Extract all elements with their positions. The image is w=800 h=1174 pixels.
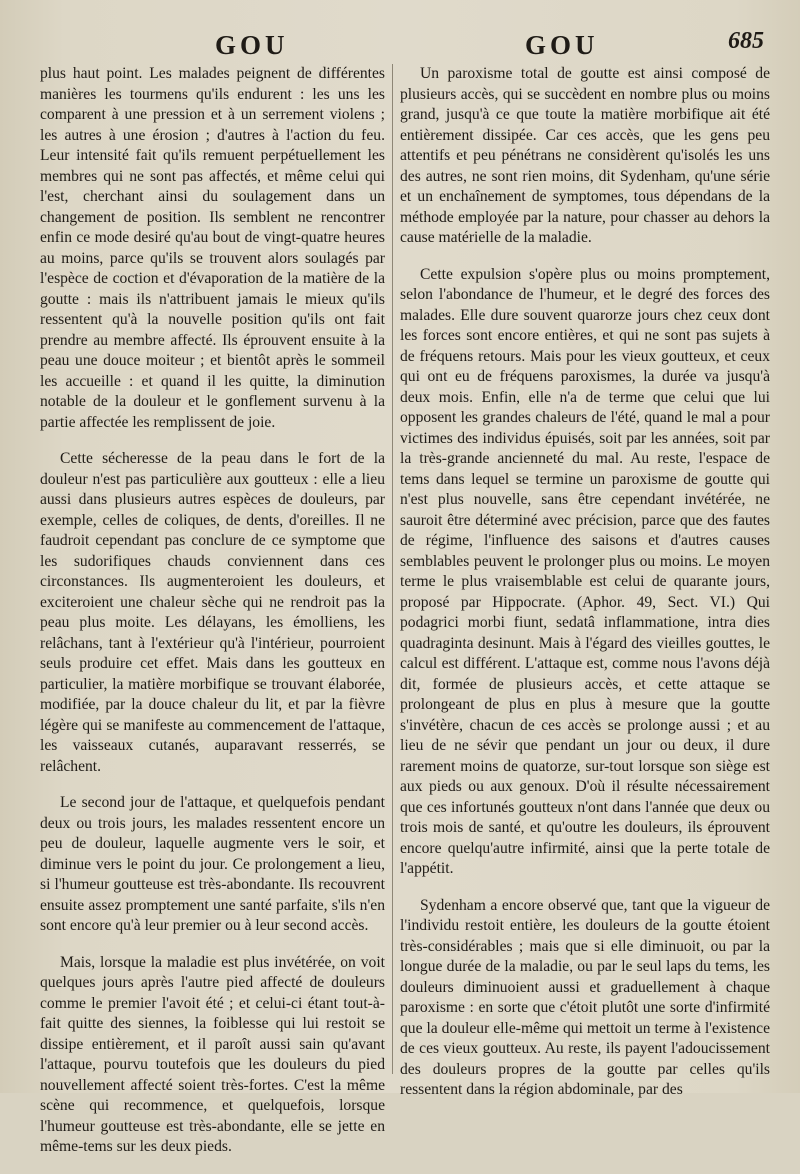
header-left-word: GOU (215, 30, 289, 60)
left-paragraph-2: Cette sécheresse de la peau dans le fort de la douleur n'est pas particulière aux goutteux : elle a lieu aussi dans plusieurs autres espèces de douleurs, par exemple, celles de coliques, de dents, d'oreilles. Il ne faudroit cependant pas conclure de ce symptome que les sudorifiques chauds conviennent dans ces circonstances. Ils augmenteroient les douleurs, et exciteroient une chaleur sèche qui ne rendroit pas la peau plus moite. Les délayans, les émolliens, les relâchans, tant à l'extérieur qu'à l'intérieur, pourroient seuls produire cet effet. Mais dans les goutteux en particulier, la matière morbifique se trouvant élaborée, modifiée, par la douce chaleur du lit, et par la fièvre légère qui se manifeste au commencement de l'attaque, les vaisseaux cutanés, auparavant resserrés, se relâchent. (40, 450, 385, 775)
right-paragraph-1: Un paroxisme total de goutte est ainsi composé de plusieurs accès, qui se succèdent en nombre plus ou moins grand, jusqu'à ce que toute la matière morbifique ait été entièrement dissipée. Car ces accès, que les gens peu attentifs et peu pénétrans ne considèrent qu'isolés les uns des autres, ne sont rien moins, dit Sydenham, qu'une série et un enchaînement de symptomes, tous dépendans de la méthode employée par la nature, pour chasser au dehors la cause matérielle de la maladie. (400, 65, 770, 246)
right-column (400, 64, 770, 1117)
header-right-word: GOU (525, 30, 599, 60)
left-paragraph-4: Mais, lorsque la maladie est plus invétérée, on voit quelques jours après l'autre pied affecté de douleurs comme le premier l'avoit été ; et celui-ci étant tout-à-fait quitte des siennes, la foiblesse qui lui restoit se dissipe entièrement, et il paroît aussi sain qu'avant l'attaque, pourvu toutefois que les douleurs du pied nouvellement affecté soient très-fortes. C'est la même scène qui recommence, et quelquefois, lorsque l'humeur goutteuse est très-abondante, elle se jette en même-tems sur les deux pieds. (40, 953, 385, 1155)
running-header (0, 28, 800, 62)
column-divider (392, 64, 393, 1074)
right-paragraph-2: Cette expulsion s'opère plus ou moins promptement, selon l'abondance de l'humeur, et le degré des forces des malades. Elle dure souvent quarorze jours chez ceux dont les forces sont encore entières, et qui ne sont pas sujets à de fréquens retours. Mais pour les vieux goutteux, et ceux qui ont eu de fréquens paroxismes, la durée va jusqu'à deux mois. Enfin, elle n'a de terme que celui que lui opposent les grandes chaleurs de l'été, quand le mal a pour victimes des individus épuisés, soit par les années, soit par la très-grande ancienneté du mal. Au reste, l'espace de tems dans lequel se termine un paroxisme de goutte qui n'est plus nouvelle, sans être cependant invétérée, ne sauroit être déterminé avec précision, parce que des fautes de régime, l'influence des saisons et d'autres causes semblables peuvent le prolonger plus ou moins. Le moyen terme le plus vraisemblable est celui de quarante jours, proposé par Hippocrate. (Aphor. 49, Sect. VI.) Qui podagrici morbi fiunt, sedatâ inflammatione, intra dies quadraginta desinunt. Mais à l'égard des vieilles gouttes, le calcul est différent. L'attaque est, comme nous l'avons déjà dit, formée de plusieurs accès, et cette attaque se prolongeant de plus en plus à mesure que la goutte s'invétère, chacun de ces accès se prolonge aussi ; et au lieu de ne sévir que pendant un jour ou deux, il dure rarement moins de quatorze, sur-tout lorsque son siège est aux pieds ou aux genoux. D'où il résulte nécessairement que ces infortunés goutteux n'ont dans l'année que deux ou trois mois de santé, et qu'outre les douleurs, ils éprouvent encore quelqu'autre infirmité, ainsi que la perte totale de l'appétit. (400, 265, 770, 877)
left-paragraph-3: Le second jour de l'attaque, et quelquefois pendant deux ou trois jours, les malades ressentent encore un peu de douleur, laquelle augmente vers le soir, et diminue vers le point du jour. Ce prolongement a lieu, si l'humeur goutteuse est très-abondante. Ils recouvrent ensuite assez promptement une santé parfaite, s'ils n'en sont encore qu'à leur premier ou à leur second accès. (40, 794, 385, 934)
left-paragraph-1: plus haut point. Les malades peignent de différentes manières les tourmens qu'ils endurent : les uns les comparent à une pression et à un serrement violens ; les autres à une érosion ; d'autres à l'action du feu. Leur intensité fait qu'ils remuent perpétuellement les membres qui ne sont pas affectés, et même celui qui l'est, cherchant ainsi du soulagement dans un changement de position. Ils semblent ne rencontrer enfin ce mode desiré qu'au bout de vingt-quatre heures au moins, parce qu'ils se trouvent alors soulagés par l'espèce de coction et d'évaporation de la matière de la goutte : mais ils n'attribuent jamais le mieux qu'ils ressentent qu'à la nouvelle position qu'ils ont fait prendre au membre affecté. Ils éprouvent ensuite à la peau une douce moiteur ; et bientôt après le sommeil les accueille : et quand il les quitte, la diminution notable de la douleur et le gonflement survenu à la partie affectée les remplissent de joie. (40, 65, 385, 431)
left-column (40, 64, 385, 1174)
page-number: 685 (728, 28, 764, 54)
right-paragraph-3: Sydenham a encore observé que, tant que la vigueur de l'individu restoit entière, les douleurs de la goutte étoient très-considérables ; mais que si elle diminuoit, ou par la longue durée de la maladie, ou par le seul laps du tems, les douleurs diminuoient aussi et graduellement à chaque paroxisme : en sorte que c'étoit plutôt une sorte d'infirmité que la douleur elle-même qui mettoit un terme à l'existence de ces vieux goutteux. Au reste, ils payent l'adoucissement des douleurs propres de la goutte par celles qu'ils ressentent dans la région abdominale, par des (400, 896, 770, 1098)
